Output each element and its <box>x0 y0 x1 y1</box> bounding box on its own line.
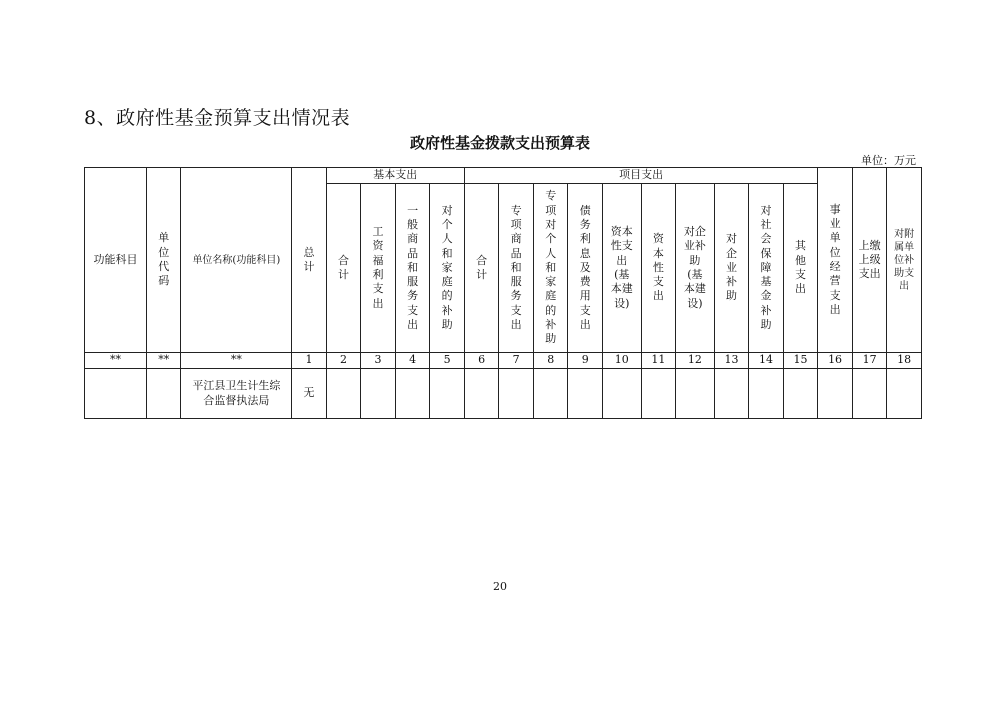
index-cell: 5 <box>430 353 465 369</box>
index-cell: 18 <box>887 353 922 369</box>
row-unit-name <box>181 369 292 419</box>
header-total <box>292 168 327 353</box>
header-project-col-6 <box>641 184 676 353</box>
header-project-col-text: 资本性支出 <box>652 232 664 303</box>
header-project-col-2 <box>499 184 534 353</box>
row-value <box>887 369 922 419</box>
header-tail-text: 上缴上级支出 <box>858 238 881 281</box>
header-tail-text: 事业单位经营支出 <box>829 202 841 316</box>
index-cell: 6 <box>464 353 499 369</box>
row-value <box>602 369 641 419</box>
header-project-col-text: 债务利息及费用支出 <box>579 203 591 332</box>
row-value <box>533 369 568 419</box>
header-project-col-7 <box>676 184 715 353</box>
header-project-col-text: 其他支出 <box>795 239 807 296</box>
index-cell: 2 <box>326 353 361 369</box>
row-value <box>395 369 430 419</box>
header-func-subject: 功能科目 <box>85 168 147 353</box>
header-project-col-text: 对社会保障基金补助 <box>760 203 772 332</box>
index-cell: 17 <box>852 353 887 369</box>
header-tail-3 <box>887 168 922 353</box>
row-value <box>361 369 396 419</box>
index-cell: 4 <box>395 353 430 369</box>
header-project-group: 项目支出 <box>464 168 817 184</box>
index-cell: 11 <box>641 353 676 369</box>
index-cell: 8 <box>533 353 568 369</box>
header-tail-2 <box>852 168 887 353</box>
header-basic-col-text: 对个人和家庭的补助 <box>441 203 453 332</box>
row-value <box>676 369 715 419</box>
row-value <box>568 369 603 419</box>
row-total: 无 <box>292 369 327 419</box>
header-project-col-5 <box>602 184 641 353</box>
header-tail-1 <box>818 168 853 353</box>
header-basic-group: 基本支出 <box>326 168 464 184</box>
header-basic-col-text: 合计 <box>338 253 349 281</box>
row-unit-code <box>146 369 181 419</box>
header-unit-name: 单位名称(功能科目) <box>181 168 292 353</box>
header-unit-code <box>146 168 181 353</box>
header-project-col-text: 合计 <box>476 253 488 281</box>
row-unit-name-text: 平江县卫生计生综合监督执法局 <box>192 379 281 407</box>
row-value <box>749 369 784 419</box>
index-cell: 13 <box>714 353 749 369</box>
header-project-col-text: 资本性支出(基本建设) <box>610 225 633 310</box>
index-cell: 1 <box>292 353 327 369</box>
table-row <box>85 369 922 419</box>
page-number: 20 <box>493 580 507 593</box>
header-project-col-text: 对企业补助 <box>725 232 737 303</box>
index-cell: 14 <box>749 353 784 369</box>
index-row <box>85 353 922 369</box>
row-value <box>852 369 887 419</box>
row-value <box>326 369 361 419</box>
header-project-col-text: 专项商品和服务支出 <box>510 203 522 332</box>
index-cell: 12 <box>676 353 715 369</box>
row-value <box>499 369 534 419</box>
table-title: 政府性基金拨款支出预算表 <box>409 134 590 152</box>
row-value <box>464 369 499 419</box>
row-func-subject <box>85 369 147 419</box>
header-basic-col-2 <box>361 184 396 353</box>
header-basic-col-3 <box>395 184 430 353</box>
header-basic-col-text: 一般商品和服务支出 <box>407 203 419 332</box>
index-cell: 3 <box>361 353 396 369</box>
row-value <box>430 369 465 419</box>
index-cell: 16 <box>818 353 853 369</box>
row-value <box>783 369 818 419</box>
index-cell: 15 <box>783 353 818 369</box>
header-unit-code-text: 单位代码 <box>158 231 170 288</box>
index-cell: ** <box>85 353 147 369</box>
budget-table <box>84 167 922 419</box>
header-basic-col-4 <box>430 184 465 353</box>
row-value <box>714 369 749 419</box>
header-project-col-text: 对企业补助(基本建设) <box>683 225 706 310</box>
header-project-col-4 <box>568 184 603 353</box>
unit-label: 单位：万元 <box>861 154 916 167</box>
index-cell: 7 <box>499 353 534 369</box>
header-tail-text: 对附属单位补助支出 <box>894 228 915 292</box>
header-project-col-1 <box>464 184 499 353</box>
header-project-col-10 <box>783 184 818 353</box>
section-title: 8、政府性基金预算支出情况表 <box>84 107 351 129</box>
row-value <box>818 369 853 419</box>
header-project-col-3 <box>533 184 568 353</box>
header-basic-col-text: 工资福利支出 <box>372 225 384 310</box>
index-cell: ** <box>146 353 181 369</box>
index-cell: 10 <box>602 353 641 369</box>
row-value <box>641 369 676 419</box>
index-cell: 9 <box>568 353 603 369</box>
header-row-group <box>85 168 922 184</box>
header-project-col-text: 专项对个人和家庭的补助 <box>545 189 557 346</box>
header-total-text: 总计 <box>303 245 315 273</box>
header-basic-col-1 <box>326 184 361 353</box>
index-cell: ** <box>181 353 292 369</box>
header-project-col-9 <box>749 184 784 353</box>
header-project-col-8 <box>714 184 749 353</box>
